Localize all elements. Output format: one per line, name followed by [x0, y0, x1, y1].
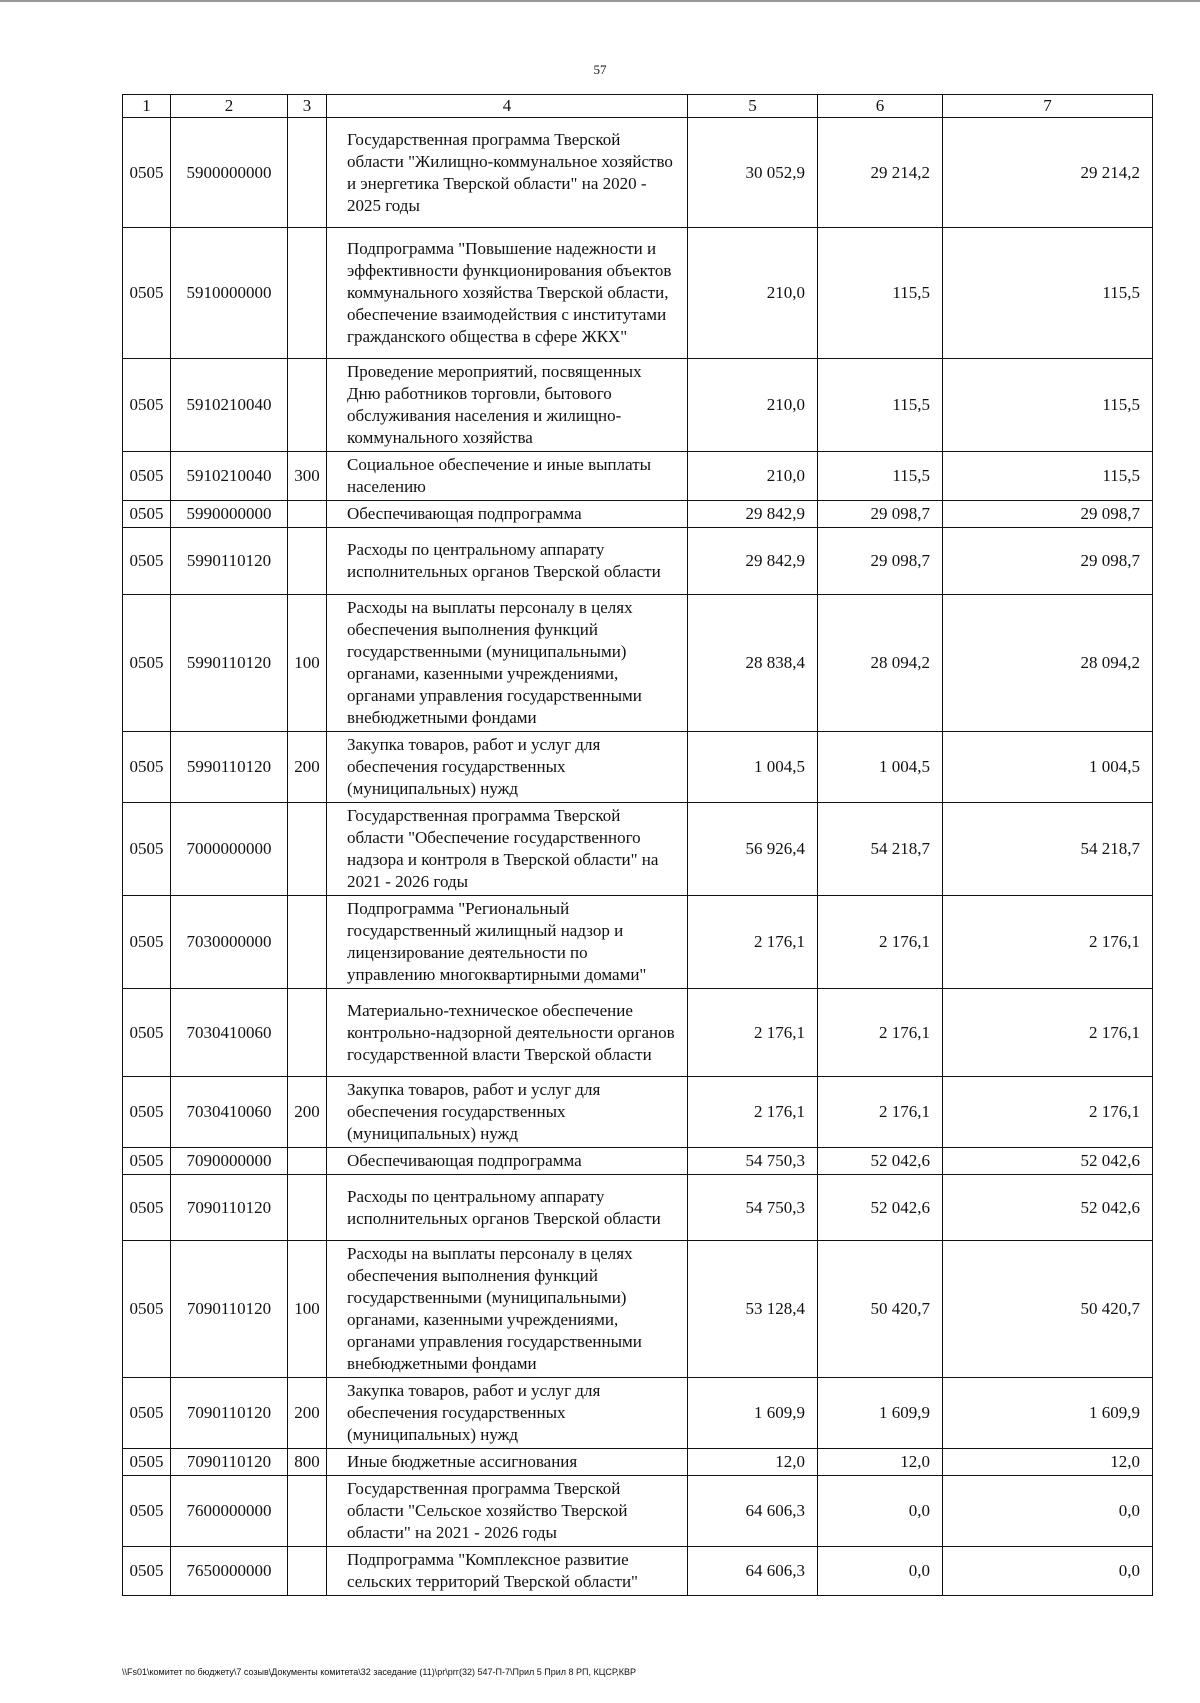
amount-col5-cell: 2 176,1	[688, 1077, 818, 1148]
amount-col6-cell: 0,0	[818, 1547, 943, 1596]
column-header-2: 2	[171, 95, 288, 118]
amount-col6-cell: 52 042,6	[818, 1175, 943, 1241]
section-cell: 0505	[123, 1148, 171, 1175]
name-cell: Государственная программа Тверской области "Жилищно-коммунальное хозяйство и энергетика Тверской области" на 2020 - 2025 годы	[327, 118, 688, 228]
amount-col6-cell: 54 218,7	[818, 803, 943, 896]
code-cell: 7090000000	[171, 1148, 288, 1175]
name-cell: Расходы на выплаты персоналу в целях обеспечения выполнения функций государственными (муниципальными) органами, казенными учреждениями, органами управления государственными внебюджетными фондами	[327, 595, 688, 732]
name-cell: Обеспечивающая подпрограмма	[327, 501, 688, 528]
code-cell: 5910000000	[171, 228, 288, 359]
section-cell: 0505	[123, 1175, 171, 1241]
table-row	[123, 1378, 1153, 1449]
code-cell: 5990110120	[171, 732, 288, 803]
amount-col7-cell: 2 176,1	[943, 896, 1153, 989]
amount-col6-cell: 2 176,1	[818, 1077, 943, 1148]
expense-type-cell: 300	[288, 452, 327, 501]
section-cell: 0505	[123, 896, 171, 989]
section-cell: 0505	[123, 501, 171, 528]
amount-col6-cell: 50 420,7	[818, 1241, 943, 1378]
amount-col5-cell: 30 052,9	[688, 118, 818, 228]
amount-col6-cell: 2 176,1	[818, 896, 943, 989]
amount-col5-cell: 210,0	[688, 452, 818, 501]
amount-col6-cell: 0,0	[818, 1476, 943, 1547]
code-cell: 7650000000	[171, 1547, 288, 1596]
amount-col7-cell: 0,0	[943, 1476, 1153, 1547]
amount-col6-cell: 2 176,1	[818, 989, 943, 1077]
amount-col5-cell: 2 176,1	[688, 989, 818, 1077]
amount-col7-cell: 28 094,2	[943, 595, 1153, 732]
amount-col6-cell: 115,5	[818, 452, 943, 501]
expense-type-cell	[288, 1476, 327, 1547]
code-cell: 5910210040	[171, 359, 288, 452]
budget-table	[122, 94, 1153, 1596]
amount-col7-cell: 12,0	[943, 1449, 1153, 1476]
code-cell: 5990110120	[171, 595, 288, 732]
amount-col5-cell: 29 842,9	[688, 528, 818, 595]
expense-type-cell: 100	[288, 1241, 327, 1378]
amount-col5-cell: 210,0	[688, 359, 818, 452]
code-cell: 7030410060	[171, 989, 288, 1077]
amount-col5-cell: 54 750,3	[688, 1148, 818, 1175]
name-cell: Закупка товаров, работ и услуг для обеспечения государственных (муниципальных) нужд	[327, 1077, 688, 1148]
amount-col7-cell: 52 042,6	[943, 1148, 1153, 1175]
table-row	[123, 989, 1153, 1077]
amount-col6-cell: 29 098,7	[818, 528, 943, 595]
section-cell: 0505	[123, 1378, 171, 1449]
name-cell: Материально-техническое обеспечение контрольно-надзорной деятельности органов государственной власти Тверской области	[327, 989, 688, 1077]
code-cell: 7030410060	[171, 1077, 288, 1148]
section-cell: 0505	[123, 803, 171, 896]
amount-col5-cell: 12,0	[688, 1449, 818, 1476]
amount-col5-cell: 1 004,5	[688, 732, 818, 803]
code-cell: 7090110120	[171, 1175, 288, 1241]
amount-col7-cell: 0,0	[943, 1547, 1153, 1596]
amount-col5-cell: 54 750,3	[688, 1175, 818, 1241]
amount-col5-cell: 29 842,9	[688, 501, 818, 528]
amount-col5-cell: 64 606,3	[688, 1547, 818, 1596]
column-header-4: 4	[327, 95, 688, 118]
table-row	[123, 118, 1153, 228]
amount-col6-cell: 28 094,2	[818, 595, 943, 732]
table-row	[123, 1547, 1153, 1596]
expense-type-cell: 100	[288, 595, 327, 732]
table-row	[123, 452, 1153, 501]
section-cell: 0505	[123, 1449, 171, 1476]
name-cell: Проведение мероприятий, посвященных Дню работников торговли, бытового обслуживания населения и жилищно-коммунального хозяйства	[327, 359, 688, 452]
section-cell: 0505	[123, 118, 171, 228]
table-row	[123, 595, 1153, 732]
code-cell: 7090110120	[171, 1378, 288, 1449]
amount-col7-cell: 1 609,9	[943, 1378, 1153, 1449]
name-cell: Подпрограмма "Комплексное развитие сельских территорий Тверской области"	[327, 1547, 688, 1596]
amount-col7-cell: 1 004,5	[943, 732, 1153, 803]
section-cell: 0505	[123, 228, 171, 359]
expense-type-cell	[288, 501, 327, 528]
amount-col5-cell: 56 926,4	[688, 803, 818, 896]
section-cell: 0505	[123, 1476, 171, 1547]
table-row	[123, 1148, 1153, 1175]
section-cell: 0505	[123, 1547, 171, 1596]
expense-type-cell	[288, 118, 327, 228]
table-row	[123, 501, 1153, 528]
name-cell: Закупка товаров, работ и услуг для обеспечения государственных (муниципальных) нужд	[327, 732, 688, 803]
expense-type-cell	[288, 528, 327, 595]
amount-col6-cell: 1 004,5	[818, 732, 943, 803]
column-header-7: 7	[943, 95, 1153, 118]
expense-type-cell	[288, 1175, 327, 1241]
code-cell: 7090110120	[171, 1241, 288, 1378]
name-cell: Подпрограмма "Региональный государственный жилищный надзор и лицензирование деятельности по управлению многоквартирными домами"	[327, 896, 688, 989]
section-cell: 0505	[123, 1241, 171, 1378]
expense-type-cell: 200	[288, 732, 327, 803]
table-row	[123, 359, 1153, 452]
amount-col5-cell: 64 606,3	[688, 1476, 818, 1547]
section-cell: 0505	[123, 528, 171, 595]
section-cell: 0505	[123, 359, 171, 452]
footer-file-path: \\Fs01\комитет по бюджету\7 созыв\Документы комитета\32 заседание (11)\pr\prг(32) 547-П-7\Прил 5 Прил 8 РП, КЦСР,КВР	[122, 1667, 636, 1677]
table-row	[123, 228, 1153, 359]
name-cell: Расходы по центральному аппарату исполнительных органов Тверской области	[327, 528, 688, 595]
name-cell: Подпрограмма "Повышение надежности и эффективности функционирования объектов коммунального хозяйства Тверской области, обеспечение взаимодействия с институтами гражданского общества в сфере ЖКХ"	[327, 228, 688, 359]
name-cell: Закупка товаров, работ и услуг для обеспечения государственных (муниципальных) нужд	[327, 1378, 688, 1449]
column-header-1: 1	[123, 95, 171, 118]
section-cell: 0505	[123, 452, 171, 501]
table-row	[123, 528, 1153, 595]
amount-col7-cell: 29 098,7	[943, 501, 1153, 528]
amount-col5-cell: 2 176,1	[688, 896, 818, 989]
amount-col7-cell: 29 214,2	[943, 118, 1153, 228]
amount-col7-cell: 50 420,7	[943, 1241, 1153, 1378]
name-cell: Государственная программа Тверской области "Сельское хозяйство Тверской области" на 2021 - 2026 годы	[327, 1476, 688, 1547]
table-row	[123, 1449, 1153, 1476]
code-cell: 7030000000	[171, 896, 288, 989]
table-row	[123, 896, 1153, 989]
expense-type-cell	[288, 1547, 327, 1596]
expense-type-cell	[288, 228, 327, 359]
amount-col7-cell: 52 042,6	[943, 1175, 1153, 1241]
amount-col7-cell: 115,5	[943, 452, 1153, 501]
column-header-3: 3	[288, 95, 327, 118]
column-header-5: 5	[688, 95, 818, 118]
table-row	[123, 1175, 1153, 1241]
amount-col6-cell: 12,0	[818, 1449, 943, 1476]
section-cell: 0505	[123, 1077, 171, 1148]
section-cell: 0505	[123, 989, 171, 1077]
code-cell: 7090110120	[171, 1449, 288, 1476]
expense-type-cell	[288, 803, 327, 896]
amount-col6-cell: 52 042,6	[818, 1148, 943, 1175]
expense-type-cell	[288, 359, 327, 452]
amount-col7-cell: 2 176,1	[943, 1077, 1153, 1148]
code-cell: 5990110120	[171, 528, 288, 595]
name-cell: Расходы по центральному аппарату исполнительных органов Тверской области	[327, 1175, 688, 1241]
name-cell: Государственная программа Тверской области "Обеспечение государственного надзора и контроля в Тверской области" на 2021 - 2026 годы	[327, 803, 688, 896]
expense-type-cell	[288, 1148, 327, 1175]
column-header-6: 6	[818, 95, 943, 118]
amount-col5-cell: 1 609,9	[688, 1378, 818, 1449]
amount-col5-cell: 28 838,4	[688, 595, 818, 732]
section-cell: 0505	[123, 732, 171, 803]
table-row	[123, 803, 1153, 896]
table-row	[123, 1476, 1153, 1547]
name-cell: Обеспечивающая подпрограмма	[327, 1148, 688, 1175]
code-cell: 7600000000	[171, 1476, 288, 1547]
amount-col6-cell: 115,5	[818, 228, 943, 359]
amount-col7-cell: 2 176,1	[943, 989, 1153, 1077]
page-number: 57	[593, 62, 607, 77]
expense-type-cell: 200	[288, 1077, 327, 1148]
amount-col6-cell: 29 098,7	[818, 501, 943, 528]
top-rule	[0, 0, 1200, 2]
section-cell: 0505	[123, 595, 171, 732]
expense-type-cell	[288, 989, 327, 1077]
expense-type-cell: 800	[288, 1449, 327, 1476]
amount-col7-cell: 29 098,7	[943, 528, 1153, 595]
amount-col6-cell: 115,5	[818, 359, 943, 452]
expense-type-cell: 200	[288, 1378, 327, 1449]
amount-col6-cell: 29 214,2	[818, 118, 943, 228]
code-cell: 5990000000	[171, 501, 288, 528]
name-cell: Иные бюджетные ассигнования	[327, 1449, 688, 1476]
name-cell: Расходы на выплаты персоналу в целях обеспечения выполнения функций государственными (муниципальными) органами, казенными учреждениями, органами управления государственными внебюджетными фондами	[327, 1241, 688, 1378]
column-number-row	[123, 95, 1153, 118]
amount-col7-cell: 115,5	[943, 359, 1153, 452]
amount-col5-cell: 53 128,4	[688, 1241, 818, 1378]
table-body	[123, 118, 1153, 1596]
table-row	[123, 732, 1153, 803]
table-row	[123, 1077, 1153, 1148]
amount-col7-cell: 115,5	[943, 228, 1153, 359]
amount-col5-cell: 210,0	[688, 228, 818, 359]
code-cell: 5910210040	[171, 452, 288, 501]
table-row	[123, 1241, 1153, 1378]
amount-col7-cell: 54 218,7	[943, 803, 1153, 896]
amount-col6-cell: 1 609,9	[818, 1378, 943, 1449]
name-cell: Социальное обеспечение и иные выплаты населению	[327, 452, 688, 501]
code-cell: 7000000000	[171, 803, 288, 896]
code-cell: 5900000000	[171, 118, 288, 228]
expense-type-cell	[288, 896, 327, 989]
